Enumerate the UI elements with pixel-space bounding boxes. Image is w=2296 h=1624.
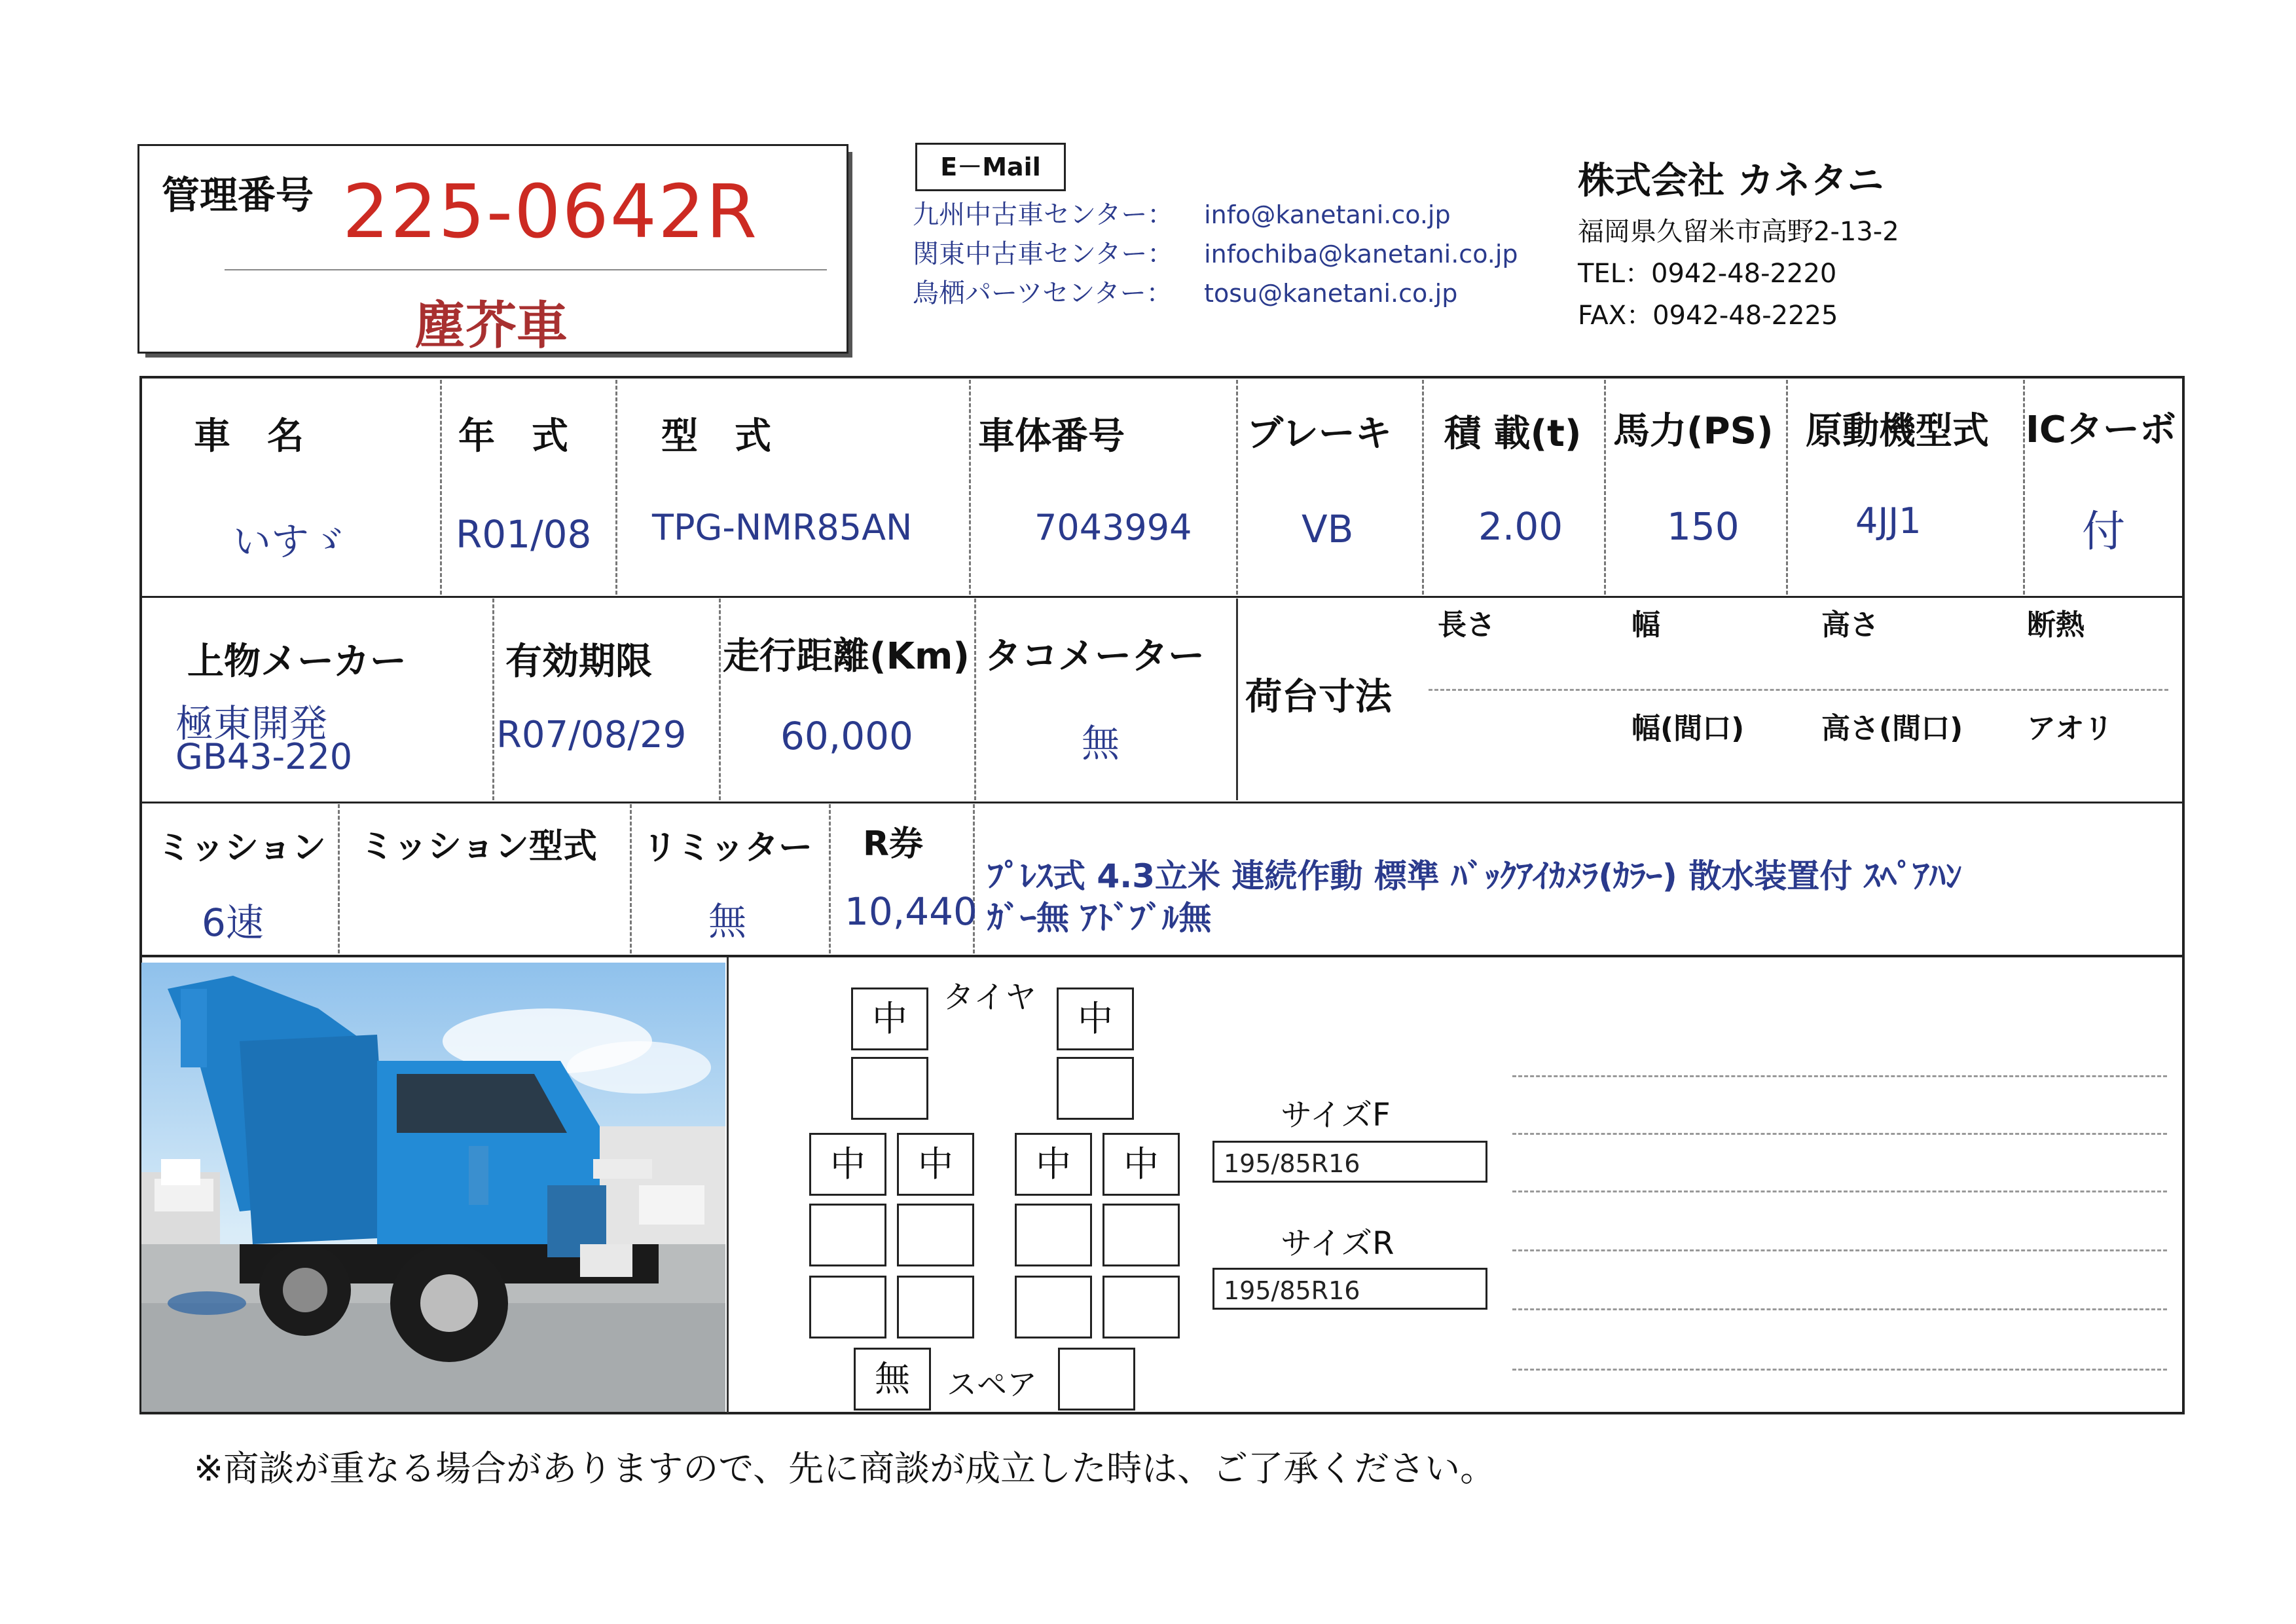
header-body-maker: 上物メーカー xyxy=(187,640,407,683)
header-model-year: 年 式 xyxy=(458,415,568,458)
value-inspection-expiry: R07/08/29 xyxy=(496,714,687,756)
value-tachometer: 無 xyxy=(1082,721,1120,766)
email-address-link[interactable]: info@kanetani.co.jp xyxy=(1204,200,1451,229)
column-divider xyxy=(1604,380,1606,595)
header-model-type: 型 式 xyxy=(661,415,771,458)
column-divider xyxy=(440,380,442,595)
value-limiter: 無 xyxy=(708,899,747,944)
tire-slot xyxy=(1015,1276,1092,1338)
tire-spare-slot xyxy=(1058,1348,1135,1411)
management-divider xyxy=(225,269,827,270)
row-divider xyxy=(139,802,2185,803)
header-transmission-model: ミッション型式 xyxy=(360,827,597,866)
tire-spare-label: スペア xyxy=(947,1367,1037,1402)
header-payload: 積 載(t) xyxy=(1444,413,1582,455)
column-divider xyxy=(719,599,721,800)
value-mileage: 60,000 xyxy=(780,714,913,758)
tire-front-right-slot xyxy=(1057,1057,1134,1120)
email-center-label: 関東中古車センター： xyxy=(913,239,1174,269)
company-tel: TEL：0942-48-2220 xyxy=(1578,259,1837,289)
tire-size-front-label: サイズF xyxy=(1281,1097,1391,1134)
remarks-line xyxy=(1512,1369,2167,1371)
tire-rear-right-inner: 中 xyxy=(1015,1133,1092,1196)
column-divider xyxy=(974,599,976,800)
tire-size-front: 195/85R16 xyxy=(1212,1141,1487,1183)
tire-front-left-slot xyxy=(851,1057,928,1120)
tire-slot xyxy=(897,1276,974,1338)
tire-slot xyxy=(809,1276,886,1338)
header-cargo-dimensions: 荷台寸法 xyxy=(1245,676,1392,718)
header-tachometer: タコメーター xyxy=(985,635,1205,678)
column-divider xyxy=(615,380,617,595)
vehicle-notes-line1: ﾌﾟﾚｽ式 4.3立米 連続作動 標準 ﾊﾞｯｸｱｲｶﾒﾗ(ｶﾗｰ) 散水装置付 ｽﾍﾟｱﾊﾝ xyxy=(987,857,1962,895)
tire-rear-left-outer: 中 xyxy=(809,1133,886,1196)
footer-note: ※商談が重なる場合がありますので、先に商談が成立した時は、ご了承ください。 xyxy=(194,1448,1496,1489)
remarks-line xyxy=(1512,1133,2167,1135)
cargo-height-label: 高さ xyxy=(1821,608,1879,642)
company-address: 福岡県久留米市高野2-13-2 xyxy=(1578,217,1899,247)
column-divider xyxy=(829,804,831,953)
value-model-year: R01/08 xyxy=(456,512,592,557)
column-divider xyxy=(338,804,340,953)
value-engine-model: 4JJ1 xyxy=(1855,500,1922,542)
tire-slot xyxy=(1015,1204,1092,1266)
tire-rear-left-inner: 中 xyxy=(897,1133,974,1196)
header-chassis-number: 車体番号 xyxy=(978,415,1125,458)
garbage-truck-illustration xyxy=(141,963,725,1412)
column-divider xyxy=(2023,380,2025,595)
tire-front-left: 中 xyxy=(851,987,928,1050)
cargo-length-label: 長さ xyxy=(1438,608,1495,642)
cargo-opening-height-label: 高さ(間口) xyxy=(1821,712,1963,745)
header-engine-model: 原動機型式 xyxy=(1806,410,1989,452)
email-entry xyxy=(913,272,1518,312)
cargo-opening-width-label: 幅(間口) xyxy=(1631,712,1745,745)
tire-size-rear-label: サイズR xyxy=(1281,1225,1394,1262)
email-list xyxy=(913,194,1518,312)
header-mileage: 走行距離(Km) xyxy=(723,635,970,678)
company-fax: FAX：0942-48-2225 xyxy=(1578,301,1838,331)
remarks-line xyxy=(1512,1249,2167,1251)
email-entry xyxy=(913,233,1518,272)
tire-slot xyxy=(809,1204,886,1266)
header-transmission: ミッション xyxy=(157,828,326,868)
remarks-line xyxy=(1512,1308,2167,1310)
tire-slot xyxy=(897,1204,974,1266)
management-card xyxy=(137,144,848,354)
column-divider xyxy=(1422,380,1424,595)
value-r-ticket: 10,440 xyxy=(845,889,977,934)
photo-divider xyxy=(727,957,729,1413)
row-divider xyxy=(139,596,2185,598)
email-address-link[interactable]: infochiba@kanetani.co.jp xyxy=(1204,240,1518,268)
cargo-width-label: 幅 xyxy=(1631,608,1660,642)
header-limiter: リミッター xyxy=(643,828,812,868)
header-brake: ブレーキ xyxy=(1247,413,1392,455)
cargo-insulation-label: 断熱 xyxy=(2027,608,2085,642)
value-chassis-number: 7043994 xyxy=(1034,507,1192,548)
vehicle-notes-line2: ｶﾞｰ無 ｱﾄﾞﾌﾞﾙ無 xyxy=(987,899,1212,937)
cargo-side-gate-label: アオリ xyxy=(2027,712,2113,745)
vehicle-photo xyxy=(141,963,725,1412)
vehicle-category: 塵芥車 xyxy=(414,297,568,356)
management-label: 管理番号 xyxy=(162,173,314,217)
management-number: 225-0642R xyxy=(342,170,759,255)
value-transmission: 6速 xyxy=(202,900,264,945)
tire-slot xyxy=(1102,1204,1180,1266)
column-divider xyxy=(1786,380,1788,595)
row-divider xyxy=(139,955,2185,957)
value-horsepower: 150 xyxy=(1667,504,1740,549)
header-r-ticket: R券 xyxy=(863,824,924,864)
tire-spare: 無 xyxy=(854,1348,931,1411)
header-horsepower: 馬力(PS) xyxy=(1613,410,1774,452)
email-entry xyxy=(913,194,1518,233)
value-payload: 2.00 xyxy=(1478,504,1563,549)
column-divider xyxy=(969,380,971,595)
value-ic-turbo: 付 xyxy=(2082,506,2125,557)
tire-rear-right-outer: 中 xyxy=(1102,1133,1180,1196)
header-ic-turbo: ICターボ xyxy=(2026,409,2176,451)
company-block xyxy=(1578,152,1899,337)
cargo-dimension-divider xyxy=(1429,689,2168,691)
value-brake: VB xyxy=(1302,507,1354,551)
value-vehicle-name: いすゞ xyxy=(233,519,348,564)
remarks-line xyxy=(1512,1190,2167,1192)
header-inspection-expiry: 有効期限 xyxy=(505,640,652,683)
company-name: 株式会社 カネタニ xyxy=(1578,160,1884,202)
remarks-line xyxy=(1512,1075,2167,1077)
email-title-box xyxy=(915,143,1066,191)
tire-size-rear: 195/85R16 xyxy=(1212,1268,1487,1310)
value-body-maker: 極東開発 xyxy=(175,701,328,746)
column-divider xyxy=(1236,599,1238,800)
column-divider xyxy=(1236,380,1238,595)
email-title: E－Mail xyxy=(940,153,1041,181)
email-center-label: 九州中古車センター： xyxy=(913,200,1174,230)
tire-front-right: 中 xyxy=(1057,987,1134,1050)
column-divider xyxy=(492,599,494,800)
email-center-label: 鳥栖パーツセンター： xyxy=(913,278,1173,308)
email-address-link[interactable]: tosu@kanetani.co.jp xyxy=(1204,279,1458,308)
column-divider xyxy=(630,804,632,953)
value-model-type: TPG-NMR85AN xyxy=(652,507,913,548)
tire-title: タイヤ xyxy=(943,979,1037,1016)
header-vehicle-name: 車 名 xyxy=(194,415,304,458)
tire-slot xyxy=(1102,1276,1180,1338)
value-body-model: GB43-220 xyxy=(175,736,353,777)
